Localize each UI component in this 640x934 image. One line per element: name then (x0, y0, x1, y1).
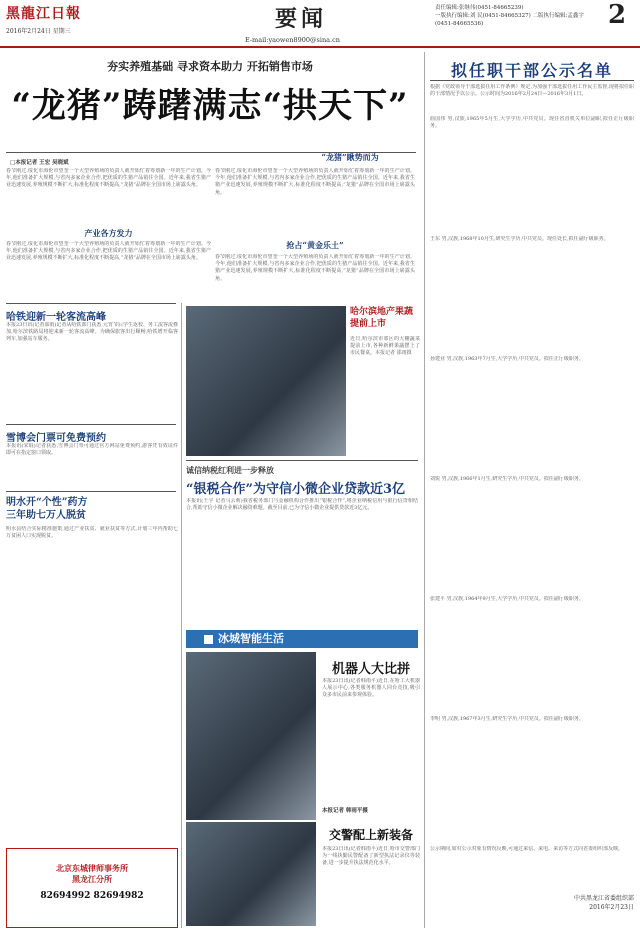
lead-body: 春节刚过,绥化市海伦市望奎一个大型养殖场的负责人就开始忙着筹划新一年的生产计划。今年,他们准备扩大规模,与省内多家企业合作,把优质的生猪产品销往全国。近年来,我省生猪产业迅速发展,养殖规模不断扩大,标准化程度不断提高,“龙猪”品牌在全国市场上崭露头角。 (6, 168, 211, 189)
ad-box (6, 848, 178, 928)
brief-title: 雪博会门票可免费预约 (6, 433, 106, 444)
candidate-entry: 孙建业 男,汉族,1963年7月生,大学学历,中共党员。拟任正厅级职务。 (430, 356, 584, 362)
lead-body: 春节刚过,绥化市海伦市望奎一个大型养殖场的负责人就开始忙着筹划新一年的生产计划。今年,他们准备扩大规模,与省内多家企业合作,把优质的生猪产品销往全国。近年来,我省生猪产业迅速发展,养殖规模不断扩大,标准化程度不断提高,“龙猪”品牌在全国市场上崭露头角。 (215, 168, 415, 196)
candidates-footer: 公示期间,如对公示对象有情况反映,可通过来信、来电、来访等方式向省委组织部反映。 (430, 846, 624, 852)
candidates-issuer: 中共黑龙江省委组织部 2016年2月23日 (573, 895, 634, 911)
lead-body: 春节刚过,绥化市海伦市望奎一个大型养殖场的负责人就开始忙着筹划新一年的生产计划。今年,他们准备扩大规模,与省内多家企业合作,把优质的生猪产品销往全国。近年来,我省生猪产业迅速发展,养殖规模不断扩大,标准化程度不断提高,“龙猪”品牌在全国市场上崭露头角。 (215, 254, 415, 282)
lead-story (0, 52, 420, 127)
newspaper-logo: 黑龍江日報 (6, 6, 81, 22)
brief-rule (6, 424, 176, 425)
photo-feature-title: 哈尔滨地产果蔬 提前上市 (350, 307, 414, 329)
bank-headline: “银税合作”为守信小微企业贷款近3亿 (186, 482, 406, 497)
editor-info (435, 4, 595, 28)
candidates-intro: 根据《党政领导干部选拔任用工作条例》规定,为加强干部选拔任用工作民主监督,现将拟任职的干部情况予以公示。公示时间为2016年2月24日—2016年3月1日。 (430, 84, 634, 98)
section-email: E-mail:yaowen8900@sina.cn (245, 36, 340, 44)
lead-headline: “龙猪”踌躇满志“拱天下” (11, 86, 409, 126)
lead-subhead: “龙猪”瞅势而为 (321, 152, 379, 162)
candidates-header (430, 58, 634, 81)
candidate-entry: 刘锐 男,汉族,1966年1月生,研究生学历,中共党员。拟任副厅级职务。 (430, 476, 584, 482)
candidate-entry: 李明 男,汉族,1967年3月生,研究生学历,中共党员。拟任副厅级职务。 (430, 716, 584, 722)
ad-title: 北京东城律师事务所 黑龙江分所 (56, 863, 128, 884)
photo-feature-caption: 近日,哈尔滨市郊区的大棚蔬菜提前上市,各种新鲜果蔬摆上了市民餐桌。本报记者 邵雨摄 (350, 336, 420, 357)
brief-rule (6, 491, 176, 492)
ad-phone: 82694992 82694982 (40, 891, 144, 901)
ice-banner (186, 630, 418, 648)
lead-subhead: 抢占“黄金乐土” (286, 240, 344, 250)
brief-title: 明水开“个性”药方 三年助七万人脱贫 (6, 497, 88, 521)
ice-body: 本报23日讯(记者韩雨平)近日,在哈工大机器人展示中心,各类服务机器人同台竞技,吸引众多市民前来参观体验。 (322, 678, 420, 699)
issue-date: 2016年2月24日 星期三 (6, 28, 71, 35)
editor-line: 一版执行编辑:刘 民(0451-84665327) 二版执行编辑:孟鑫宇(0451-84665536) (435, 13, 584, 27)
brief-body: 本报23日讯(记者邵雨)记者从哈铁部门获悉,元宵节后学生返校、务工流客流叠加,哈尔滨铁路局将迎来新一轮客流高峰。为确保旅客出行顺畅,哈铁增开临客列车,加强站车服务。 (6, 322, 178, 343)
column-divider (181, 303, 182, 928)
masthead (0, 0, 640, 48)
candidates-title: 拟任职干部公示名单 (450, 61, 613, 80)
candidates-rule (430, 80, 634, 81)
police-photo (186, 822, 316, 926)
editor-line: 责任编辑:张继伟(0451-84665239) (435, 5, 524, 11)
ice-headline: 机器人大比拼 (331, 662, 410, 677)
candidate-entry: 王东 男,汉族,1968年10月生,研究生学历,中共党员。现任处长,拟任副厅级职务。 (430, 236, 609, 242)
lead-byline: □本报记者 王宏 吴晓斌 (10, 160, 69, 166)
candidate-entry: 张建平 男,汉族,1964年9月生,大学学历,中共党员。拟任副厅级职务。 (430, 596, 584, 602)
bank-body: 本报讯(王宇 记者马云莉)我省税务部门与金融机构合作推出“银税合作”,将企业纳税信用与银行信贷相结合,帮助守信小微企业解决融资难题。截至目前,已为守信小微企业提供贷款近3亿元。 (186, 498, 418, 512)
ice-banner-label: 冰城智能生活 (218, 632, 284, 645)
brief-body: 本报讯(宋琨)记者获悉,雪博会门票可通过官方网站免费预约,游客凭有效证件即可在指定窗口领取。 (6, 443, 178, 457)
brief-body: 明水县结合实际精准施策,通过产业扶贫、就业扶贫等方式,计划三年内帮助七万贫困人口实现脱贫。 (6, 526, 178, 540)
lead-body: 春节刚过,绥化市海伦市望奎一个大型养殖场的负责人就开始忙着筹划新一年的生产计划。今年,他们准备扩大规模,与省内多家企业合作,把优质的生猪产品销往全国。近年来,我省生猪产业迅速发展,养殖规模不断扩大,标准化程度不断提高,“龙猪”品牌在全国市场上崭露头角。 (6, 241, 211, 262)
market-photo (186, 306, 346, 456)
brief-title: 哈铁迎新一轮客流高峰 (6, 312, 106, 323)
section-title: 要闻 (275, 6, 328, 32)
bank-rule (186, 460, 418, 461)
bank-kicker: 诚信纳税红利进一步释放 (186, 465, 274, 475)
header-rule (0, 46, 640, 48)
column-divider (424, 52, 425, 928)
robot-photo (186, 652, 316, 820)
page-number: 2 (608, 0, 627, 30)
banner-marker (204, 635, 213, 644)
police-headline: 交警配上新装备 (328, 828, 413, 842)
ice-credit: 本报记者 韩雨平摄 (322, 808, 368, 814)
brief-rule (6, 303, 176, 304)
photo-feature (350, 306, 420, 456)
candidates-list (430, 116, 634, 816)
police-body: 本报23日讯(记者韩雨平)近日,哈市交警部门为一线执勤民警配备了新型执法记录仪等装备,进一步提升执法规范化水平。 (322, 846, 420, 867)
lead-kicker: 夯实养殖基础 寻求资本助力 开拓销售市场 (107, 60, 313, 73)
candidate-entry: 曲国伟 男,汉族,1965年5月生,大学学历,中共党员。现任省直机关单位副职,拟任正厅级职务。 (430, 116, 634, 130)
lead-subhead: 产业各方发力 (84, 228, 133, 238)
